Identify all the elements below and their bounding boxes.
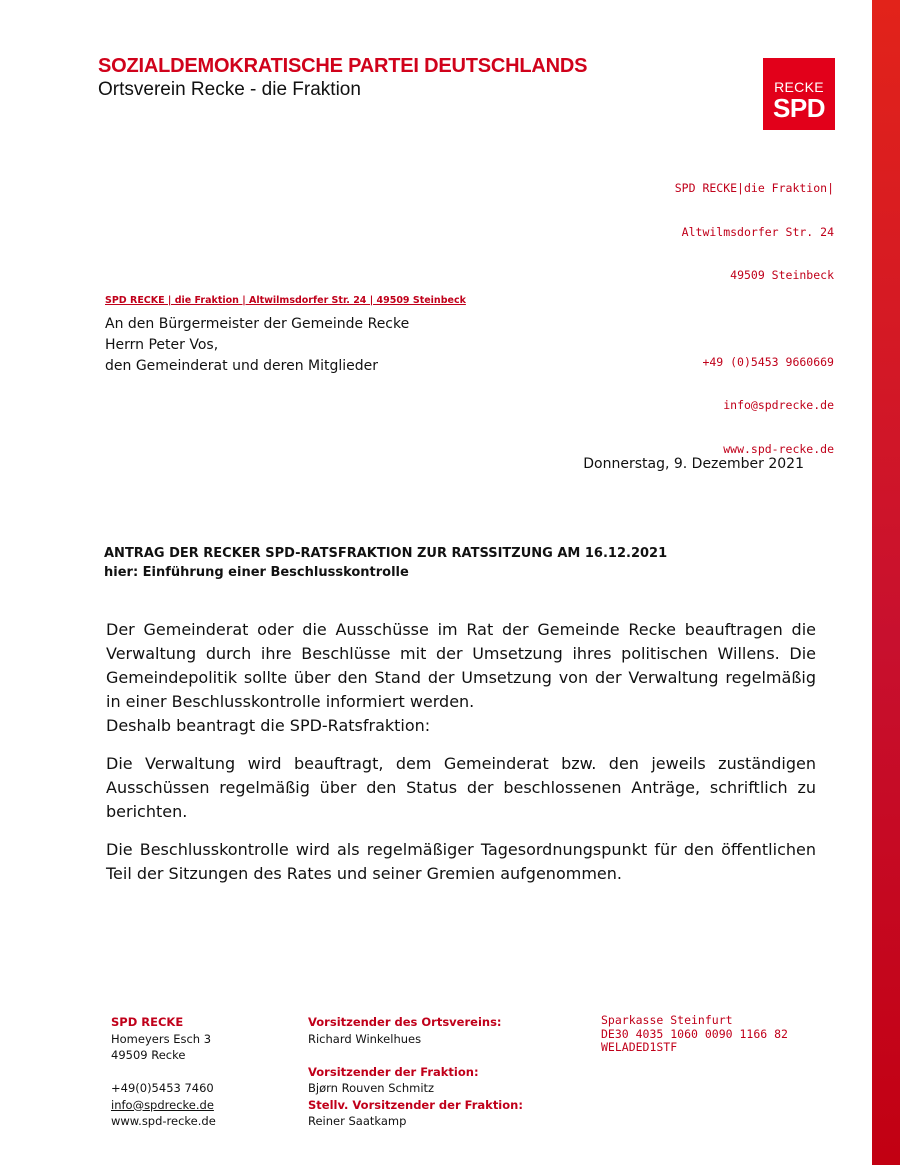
footer-org-title: SPD RECKE [111,1015,184,1029]
sender-website[interactable]: www.spd-recke.de [723,441,834,456]
sender-address-block [675,152,834,471]
body-paragraph-2: Deshalb beantragt die SPD-Ratsfraktion: [106,716,431,735]
footer-email-link[interactable]: info@spdrecke.de [111,1097,214,1112]
footer-street: Homeyers Esch 3 [111,1031,212,1046]
footer-chair-name: Richard Winkelhues [308,1031,422,1046]
logo-line-recke: RECKE [774,79,824,95]
spd-logo [763,58,835,130]
footer-deputy-name: Reiner Saatkamp [308,1114,407,1128]
footer-deputy-label: Stellv. Vorsitzender der Fraktion: [308,1097,523,1112]
footer-iban: DE30 4035 1060 0090 1166 82 [601,1026,788,1041]
party-name: SOZIALDEMOKRATISCHE PARTEI DEUTSCHLANDS [98,55,588,77]
party-subtitle: Ortsverein Recke - die Fraktion [98,79,361,100]
recipient-line-2: Herrn Peter Vos, [105,337,219,353]
footer-bic: WELADED1STF [601,1040,678,1054]
footer-faction-name: Bjørn Rouven Schmitz [308,1081,435,1095]
recipient-block [105,314,409,377]
footer-phone: +49(0)5453 7460 [111,1081,214,1095]
footer-city: 49509 Recke [111,1048,186,1062]
subject-line-2: hier: Einführung einer Beschlusskontrolle [104,565,409,580]
sender-email[interactable]: info@spdrecke.de [723,398,834,412]
sender-line-1: SPD RECKE|die Fraktion| [674,181,834,195]
body-paragraph-4: Die Beschlusskontrolle wird als regelmäßiger Tagesordnungspunkt für den öffentlichen Teil der Sitzungen des Rates und seiner Gremien aufgenommen. [106,840,816,883]
letter-body [106,618,816,886]
return-address: SPD RECKE | die Fraktion | Altwilmsdorfer Str. 24 | 49509 Steinbeck [105,295,466,306]
footer-bank [601,1014,788,1055]
footer-contact [111,1014,216,1130]
body-paragraph-3: Die Verwaltung wird beauftragt, dem Gemeinderat bzw. den jeweils zuständigen Ausschüssen regelmäßig über den Status der beschlossenen Anträge, schriftlich zu berichten. [106,754,816,821]
red-side-bar [872,0,900,1165]
sender-phone: +49 (0)5453 9660669 [702,354,834,369]
footer-chair-label: Vorsitzender des Ortsvereins: [308,1015,502,1029]
footer-officers [308,1014,523,1130]
subject-line-1: ANTRAG DER RECKER SPD-RATSFRAKTION ZUR RATSSITZUNG AM 16.12.2021 [104,546,668,561]
subject-block [104,544,667,582]
letter-date: Donnerstag, 9. Dezember 2021 [583,456,804,472]
recipient-line-3: den Gemeinderat und deren Mitglieder [105,358,379,374]
recipient-line-1: An den Bürgermeister der Gemeinde Recke [105,316,410,332]
sender-line-3: 49509 Steinbeck [730,268,834,282]
sender-line-2: Altwilmsdorfer Str. 24 [681,224,834,239]
footer-faction-label: Vorsitzender der Fraktion: [308,1064,479,1079]
body-paragraph-1: Der Gemeinderat oder die Ausschüsse im Rat der Gemeinde Recke beauftragen die Verwaltung durch ihre Beschlüsse mit der Umsetzung ihres politischen Willens. Die Gemeindepolitik sollte über den Stand der Umsetzung von der Verwaltung regelmäßig in einer Beschlusskontrolle informiert werden. [106,620,816,711]
footer-bank-name: Sparkasse Steinfurt [601,1013,733,1027]
footer-website[interactable]: www.spd-recke.de [111,1114,216,1128]
logo-line-spd: SPD [773,93,825,123]
